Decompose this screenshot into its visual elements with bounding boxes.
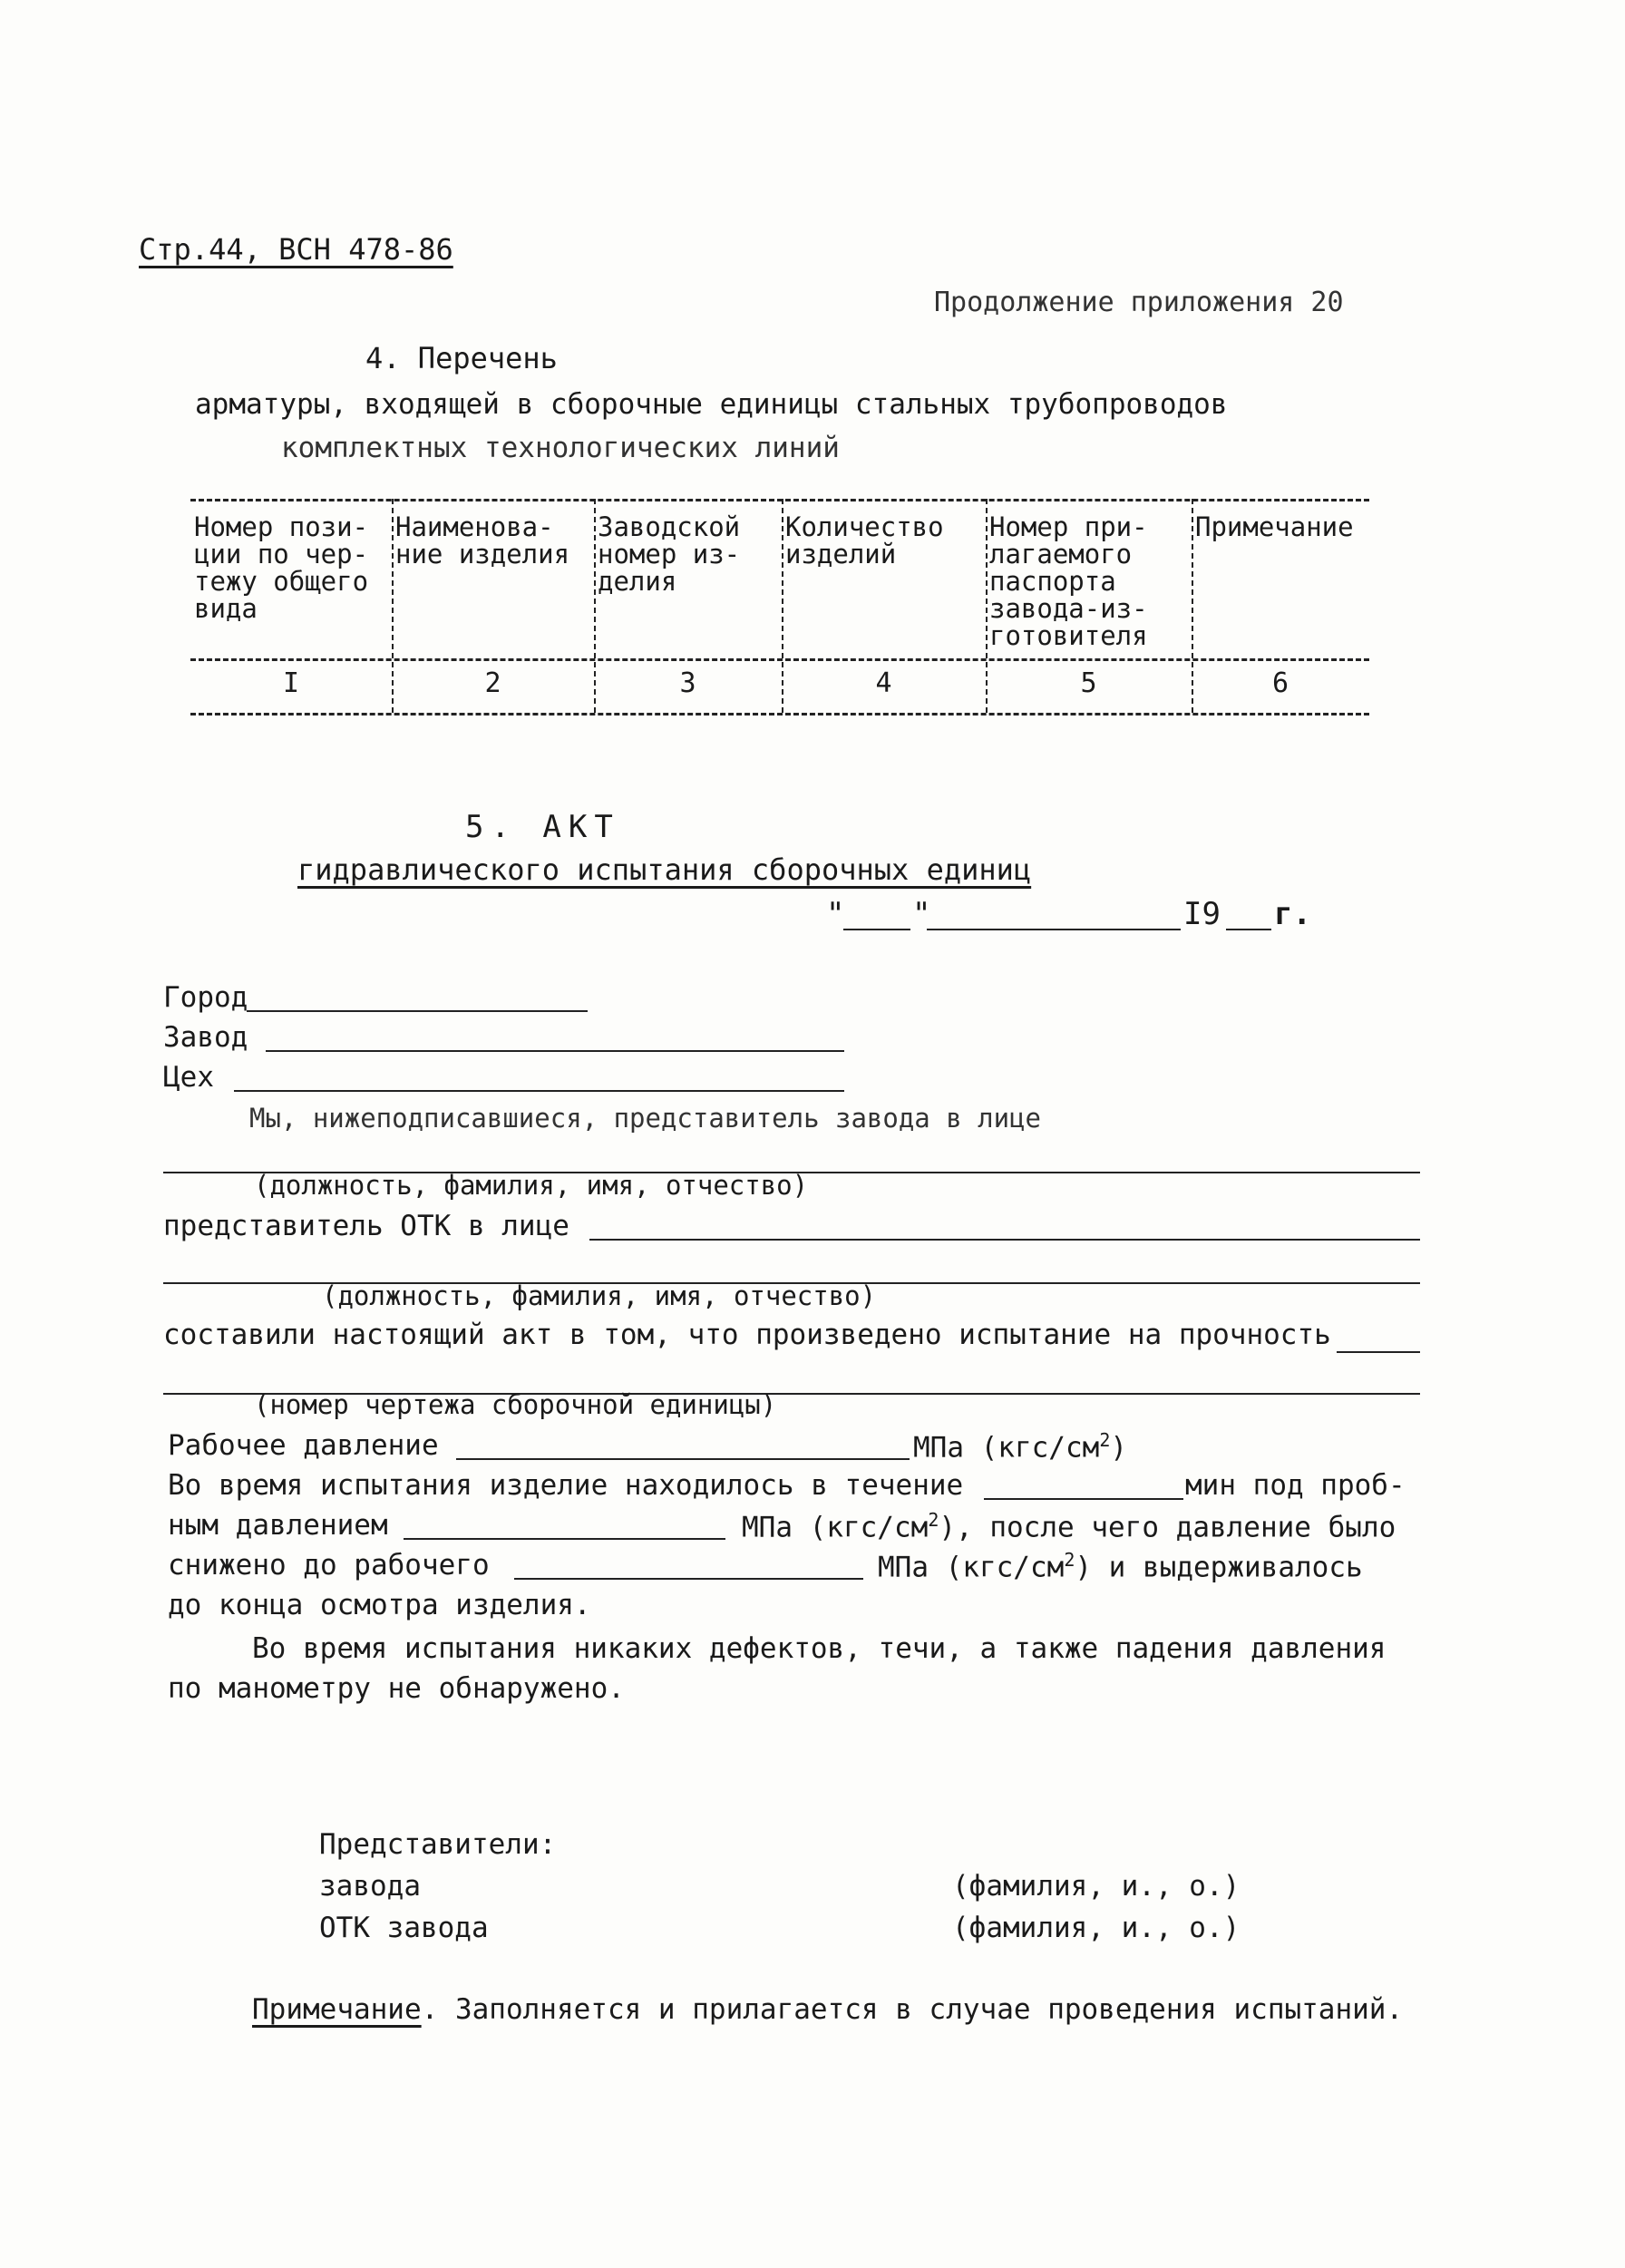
section4-line2: комплектных технологических линий <box>281 432 840 464</box>
shop-field[interactable] <box>234 1090 844 1092</box>
compiled-text: составили настоящий акт в том, что произведено испытание на прочность <box>163 1319 1331 1351</box>
test-pressure-field[interactable] <box>404 1538 725 1540</box>
table-header-cell: Примечание <box>1195 511 1354 542</box>
page-reference: Стр.44, ВСН 478-86 <box>139 232 453 267</box>
plant-field[interactable] <box>266 1050 844 1052</box>
date-month-blank[interactable] <box>927 929 1181 930</box>
person-hint-1: (должность, фамилия, имя, отчество) <box>254 1170 809 1201</box>
note-label: Примечание <box>252 1993 422 2026</box>
working-pressure-label: Рабочее давление <box>168 1429 439 1462</box>
intro-text: Мы, нижеподписавшиеся, представитель завода в лице <box>249 1103 1041 1134</box>
section4-line1: арматуры, входящей в сборочные единицы стальных трубопроводов <box>195 388 1228 421</box>
reduced-pressure-unit: МПа $(кгс/см^2)$ и выдерживалось <box>878 1549 1363 1584</box>
working-pressure-field[interactable] <box>456 1458 910 1460</box>
table-header-cell: Наименова- ние изделия <box>395 511 570 569</box>
working-pressure-unit: МПа $(кгс/см^2)$ <box>913 1429 1128 1465</box>
test-line2-text: ным давлением <box>168 1509 388 1542</box>
result-line2: по манометру не обнаружено. <box>168 1672 625 1705</box>
act-title: 5. АКТ <box>465 809 620 845</box>
test-duration-field[interactable] <box>984 1498 1183 1500</box>
result-line1: Во время испытания никаких дефектов, течи, а также падения давления <box>252 1632 1387 1665</box>
table-header-cell: Номер пози- ции по чер- тежу общего вида <box>194 511 369 624</box>
shop-label: Цех <box>163 1061 214 1094</box>
note-text: . Заполняется и прилагается в случае проведения испытаний. <box>421 1993 1404 2026</box>
signature-plant-hint: (фамилия, и., о.) <box>952 1870 1241 1903</box>
test-line3-text: снижено до рабочего <box>168 1549 490 1582</box>
city-label: Город <box>163 981 248 1014</box>
table-bottom-border <box>190 713 1369 715</box>
table-column-number: 6 <box>1271 667 1289 699</box>
table-header-cell: Заводской номер из- делия <box>598 511 741 597</box>
signature-plant-label: завода <box>319 1870 421 1903</box>
fittings-table <box>190 499 1369 720</box>
table-column-number: 5 <box>1080 667 1097 699</box>
table-column-number: 3 <box>679 667 696 699</box>
otk-rep-label: представитель ОТК в лице <box>163 1210 569 1242</box>
test-line4-text: до конца осмотра изделия. <box>168 1589 591 1621</box>
section4-title: 4. Перечень <box>365 341 558 375</box>
test-line1-text: Во время испытания изделие находилось в течение <box>168 1469 964 1502</box>
table-column-number: 4 <box>875 667 892 699</box>
table-header-cell: Номер при- лагаемого паспорта завода-из- готовителя <box>989 511 1148 651</box>
date-close-quote: " <box>912 896 931 932</box>
table-header-cell: Количество изделий <box>785 511 944 569</box>
strength-test-field[interactable] <box>1337 1351 1420 1353</box>
date-year-suffix: г. <box>1274 896 1311 932</box>
signature-otk-label: ОТК завода <box>319 1912 489 1944</box>
table-column-number: I <box>282 667 300 699</box>
date-open-quote: " <box>826 896 845 932</box>
date-year-prefix: I9 <box>1183 896 1221 932</box>
note <box>252 1993 1403 2026</box>
date-day-blank[interactable] <box>843 929 910 930</box>
test-pressure-unit: МПа $(кгс/см^2)$, после чего давление было <box>742 1509 1396 1544</box>
table-column-number: 2 <box>484 667 501 699</box>
date-year-blank[interactable] <box>1226 929 1271 930</box>
continuation-note: Продолжение приложения 20 <box>934 287 1344 318</box>
person-hint-2: (должность, фамилия, имя, отчество) <box>322 1280 877 1311</box>
signature-otk-hint: (фамилия, и., о.) <box>952 1912 1241 1944</box>
signatures-title: Представители: <box>319 1828 557 1861</box>
plant-label: Завод <box>163 1021 248 1054</box>
otk-rep-field[interactable] <box>589 1239 1420 1241</box>
reduced-pressure-field[interactable] <box>514 1578 863 1580</box>
drawing-hint: (номер чертежа сборочной единицы) <box>254 1389 777 1420</box>
act-subtitle: гидравлического испытания сборочных единиц <box>297 852 1032 887</box>
city-field[interactable] <box>247 1010 588 1012</box>
test-line1-end: мин под проб- <box>1185 1469 1406 1502</box>
